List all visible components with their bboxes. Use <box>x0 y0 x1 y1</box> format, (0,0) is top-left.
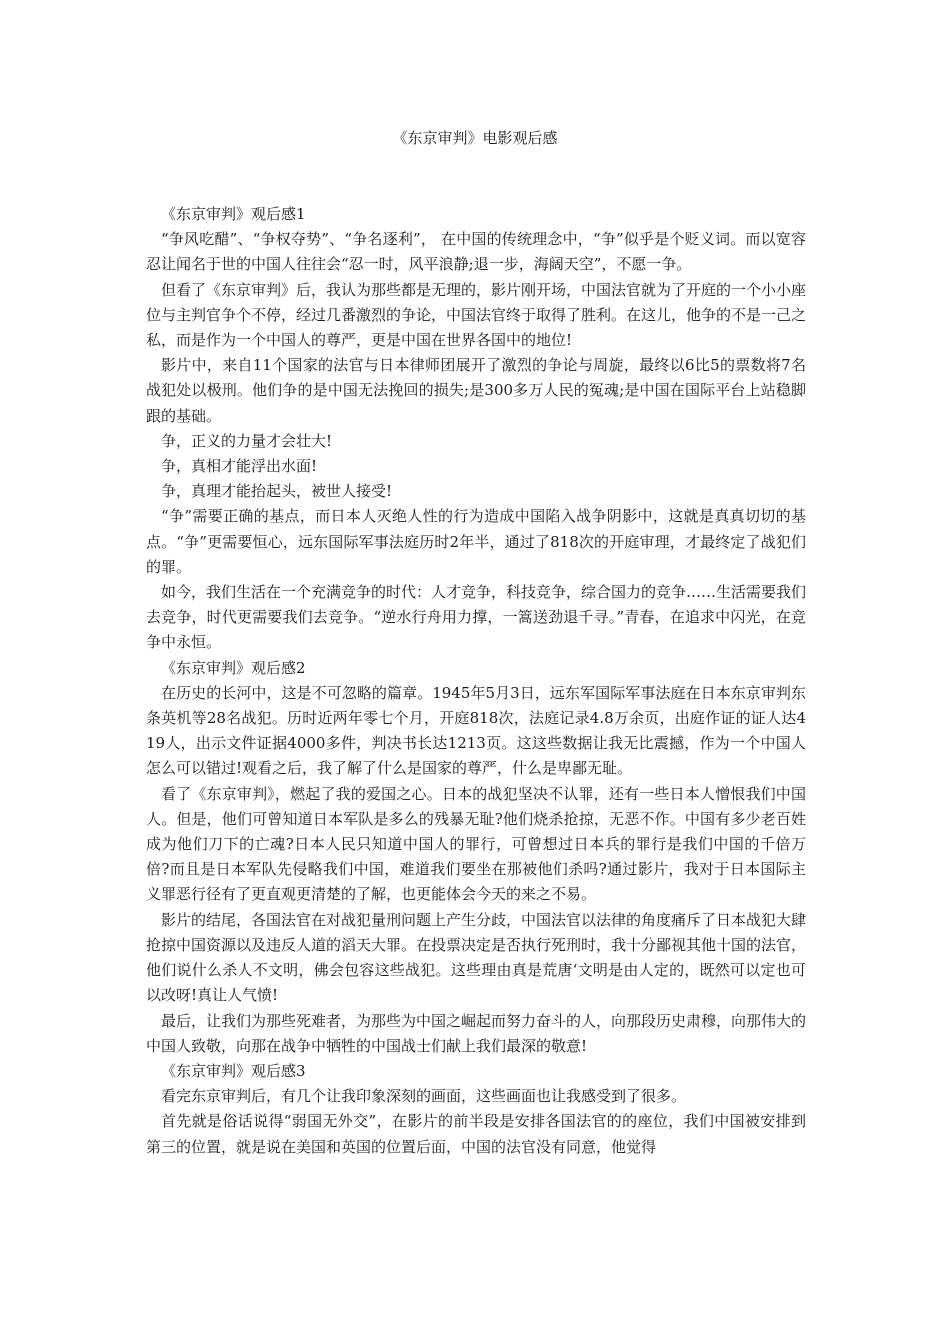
paragraph: 争，真理才能抬起头，被世人接受! <box>161 482 393 501</box>
paragraph: 看完东京审判后，有几个让我印象深刻的画面，这些画面也让我感受到了很多。 <box>161 1087 687 1106</box>
paragraph: 争，真相才能浮出水面! <box>161 457 318 476</box>
paragraph: 首先就是俗话说得“弱国无外交”，在影片的前半段是安排各国法官的的座位，我们中国被安排到第三的位置，就是说在美国和英国的位置后面，中国的法官没有同意，他觉得 <box>146 1112 806 1156</box>
document-body <box>146 202 806 1160</box>
document-title: 《东京审判》电影观后感 <box>392 129 558 147</box>
paragraph: 争，正义的力量才会壮大! <box>161 431 333 450</box>
section-heading: 《东京审判》观后感3 <box>161 1061 306 1080</box>
section-heading: 《东京审判》观后感2 <box>161 658 306 677</box>
paragraph: 最后，让我们为那些死难者，为那些为中国之崛起而努力奋斗的人，向那段历史肃穆，向那伟大的中国人致敬，向那在战争中牺牲的中国战士们献上我们最深的敬意! <box>146 1011 807 1055</box>
paragraph: “争”需要正确的基点，而日本人灭绝人性的行为造成中国陷入战争阴影中，这就是真真切切的基点。“争”更需要恒心，远东国际军事法庭历时2年半，通过了818次的开庭审理，才最终定了战犯们的罪。 <box>146 507 806 576</box>
paragraph: 影片中，来自11个国家的法官与日本律师团展开了激烈的争论与周旋，最终以6比5的票数将7名战犯处以极刑。他们争的是中国无法挽回的损失;是300多万人民的冤魂;是中国在国际平台上站稳脚跟的基础。 <box>146 356 806 425</box>
paragraph: 在历史的长河中，这是不可忽略的篇章。1945年5月3日，远东军国际军事法庭在日本东京审判东条英机等28名战犯。历时近两年零七个月，开庭818次，法庭记录4.8万余页，出庭作证的证人达419人，出示文件证据4000多件，判决书长达1213页。这这些数据让我无比震撼，作为一个中国人怎么可以错过!观看之后，我了解了什么是国家的尊严，什么是卑鄙无耻。 <box>146 683 806 778</box>
section-heading: 《东京审判》观后感1 <box>161 205 306 223</box>
paragraph: 看了《东京审判》，燃起了我的爱国之心。日本的战犯坚决不认罪，还有一些日本人憎恨我们中国人。但是，他们可曾知道日本军队是多么的残暴无耻?他们烧杀抢掠，无恶不作。中国有多少老百姓成为他们刀下的亡魂?日本人民只知道中国人的罪行，可曾想过日本兵的罪行是我们中国的千倍万倍?而且是日本军队先侵略我们中国，难道我们要坐在那被他们杀吗?通过影片，我对于日本国际主义罪恶行径有了更直观更清楚的了解，也更能体会今天的来之不易。 <box>146 784 806 904</box>
paragraph: 影片的结尾，各国法官在对战犯量刑问题上产生分歧，中国法官以法律的角度痛斥了日本战犯大肆抢掠中国资源以及违反人道的滔天大罪。在投票决定是否执行死刑时，我十分鄙视其他十国的法官，他们说什么杀人不文明，佛会包容这些战犯。这些理由真是荒唐‘文明是由人定的，既然可以定也可以改呀!真让人气愤! <box>146 910 807 1005</box>
paragraph: 如今，我们生活在一个充满竞争的时代：人才竞争，科技竞争，综合国力的竞争……生活需要我们去竞争，时代更需要我们去竞争。“逆水行舟用力撑，一篙送劲退千寻。”青春，在追求中闪光，在竞争中永恒。 <box>146 583 807 652</box>
paragraph: 但看了《东京审判》后，我认为那些都是无理的，影片刚开场，中国法官就为了开庭的一个小小座位与主判官争个不停，经过几番激烈的争论，中国法官终于取得了胜利。在这儿，他争的不是一己之私，而是作为一个中国人的尊严，更是中国在世界各国中的地位! <box>146 280 807 350</box>
paragraph: “争风吃醋”、“争权夺势”、“争名逐利”， 在中国的传统理念中，“争”似乎是个贬义词。而以宽容忍让闻名于世的中国人往往会“忍一时，风平浪静;退一步，海阔天空”，不愿一争。 <box>146 230 806 274</box>
